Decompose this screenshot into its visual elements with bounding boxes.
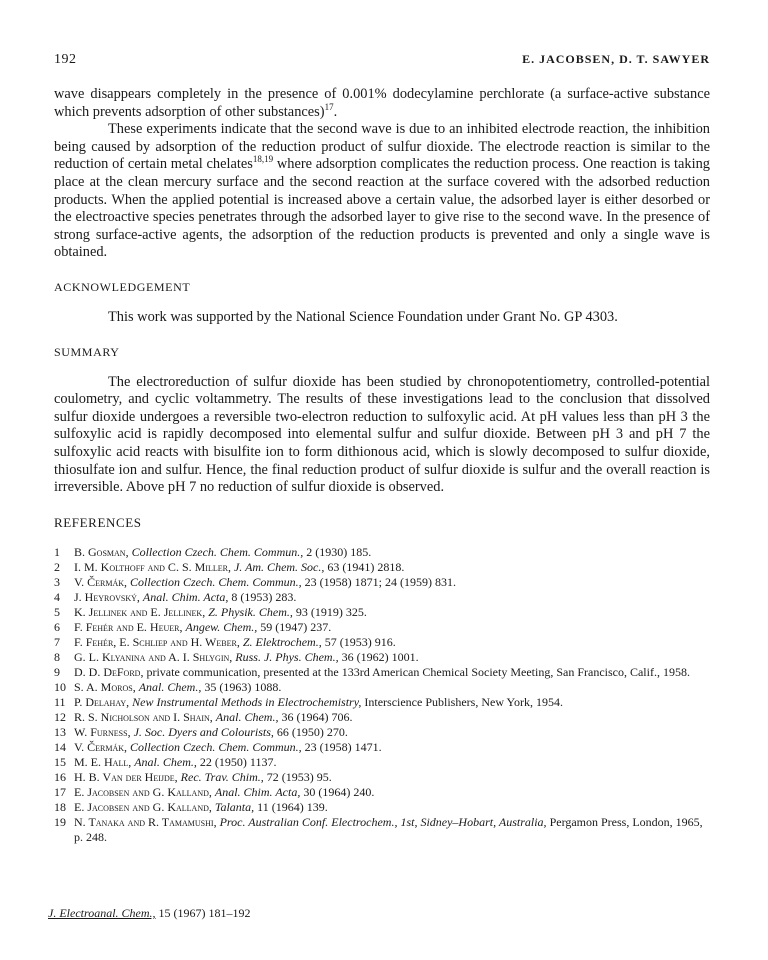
reference-item [54,635,710,650]
reference-item [54,785,710,800]
reference-details: 35 (1963) 1088. [201,679,282,694]
reference-number: 19 [54,814,66,829]
citation-sup: 17 [324,101,334,112]
reference-details: 66 (1950) 270. [273,724,348,739]
page-header [54,52,710,68]
reference-details: private communication, presented at the 133rd American Chemical Society Meeting, San Francisco, Calif., 1958. [146,664,690,679]
reference-details: Pergamon Press, London, 1965, p. 248. [74,814,703,844]
reference-text [74,620,710,635]
reference-item [54,710,710,725]
reference-details: 22 (1950) 1137. [196,754,277,769]
reference-item [54,740,710,755]
reference-journal: Z. Elektrochem., [242,634,322,649]
reference-list [54,545,710,845]
reference-details: 36 (1964) 706. [278,709,353,724]
reference-journal: Rec. Trav. Chim., [180,769,264,784]
reference-text [74,770,710,785]
reference-journal: Anal. Chim. Acta, [214,784,301,799]
reference-authors: D. D. DeFord, [74,664,144,679]
reference-authors: R. S. Nicholson and I. Shain, [74,709,213,724]
acknowledgement-heading: ACKNOWLEDGEMENT [54,279,191,294]
reference-journal: J. Am. Chem. Soc., [233,559,325,574]
reference-item [54,620,710,635]
reference-journal: Z. Physik. Chem., [208,604,293,619]
reference-details: 11 (1964) 139. [254,799,328,814]
reference-number: 10 [54,679,66,694]
references-heading: REFERENCES [54,514,142,530]
reference-authors: G. L. Klyanina and A. I. Shlygin, [74,649,233,664]
reference-number: 13 [54,724,66,739]
footer-citation: 15 (1967) 181–192 [155,906,251,920]
reference-item [54,770,710,785]
reference-details: 63 (1941) 2818. [324,559,405,574]
page [54,52,710,845]
reference-authors: F. Fehér and E. Heuer, [74,619,183,634]
reference-authors: I. M. Kolthoff and C. S. Miller, [74,559,231,574]
reference-item [54,680,710,695]
reference-authors: V. Čermák, [74,739,128,754]
reference-number: 8 [54,649,60,664]
citation-sup: 18,19 [252,154,274,165]
reference-item [54,755,710,770]
reference-journal: Collection Czech. Chem. Commun., [131,544,304,559]
reference-text [74,575,710,590]
reference-journal: Proc. Australian Conf. Electrochem., 1st, Sidney–Hobart, Australia, [219,814,547,829]
reference-journal: Anal. Chem., [138,679,202,694]
reference-journal: J. Soc. Dyers and Colourists, [133,724,274,739]
reference-item [54,650,710,665]
reference-authors: B. Gosman, [74,544,129,559]
intro-text-3: where adsorption complicates the reduction process. One reaction is taking place at the clean mercury surface and the second reaction at the surface covered with the adsorbed reduction products. When the applied potential is increased above a certain value, the adsorbed layer is either desorbed or the electroactive species penetrates through the adsorbed layer to give rise to the second wave. In the presence of strong surface-active agents, the adsorption of the reduction products is prevented and only a single wave is obtained. [54,156,710,261]
summary-text: The electroreduction of sulfur dioxide has been studied by chronopotentiometry, controlled-potential coulometry, and cyclic voltammetry. The results of these investigations lead to the conclusion that dissolved sulfur dioxide undergoes a reversible two-electron reduction to sulfoxylic acid. At pH values less than pH 3 the sulfoxylic acid is rapidly decomposed into elemental sulfur and sulfur dioxide. Between pH 3 and pH 7 the sulfoxylic acid reacts with bisulfite ion to form dithionous acid, which is slowly decomposed to sulfur dioxide, thiosulfate ion and sulfur. Hence, the final reduction product of sulfur dioxide is sulfur and the overall reaction is irreversible. Above pH 7 no reduction of sulfur dioxide is observed. [54,373,710,496]
running-head: E. JACOBSEN, D. T. SAWYER [522,52,710,66]
reference-text [74,800,710,815]
reference-text [74,590,710,605]
reference-details: 2 (1930) 185. [303,544,372,559]
summary-heading: SUMMARY [54,344,120,359]
reference-journal: Anal. Chem., [134,754,197,769]
reference-text [74,650,710,665]
reference-item [54,725,710,740]
reference-journal: Russ. J. Phys. Chem., [235,649,339,664]
reference-text [74,545,710,560]
page-number: 192 [54,52,77,67]
reference-journal: Angew. Chem., [185,619,258,634]
reference-number: 1 [54,544,60,559]
reference-number: 17 [54,784,66,799]
reference-authors: V. Čermák, [74,574,128,589]
page-footer [48,906,251,921]
reference-details: 72 (1953) 95. [263,769,332,784]
intro-paragraph-1: wave disappears completely in the presence of 0.001% dodecylamine perchlorate (a surface-active substance which prevents adsorption of other substances)$^{17}$. [54,86,710,120]
reference-text [74,635,710,650]
reference-authors: F. Fehér, E. Schliep and H. Weber, [74,634,240,649]
reference-number: 7 [54,634,60,649]
reference-number: 12 [54,709,66,724]
reference-number: 4 [54,589,60,604]
reference-details: 57 (1953) 916. [321,634,396,649]
reference-details: 93 (1919) 325. [292,604,367,619]
reference-authors: M. E. Hall, [74,754,132,769]
reference-journal: New Instrumental Methods in Electrochemistry, [132,694,362,709]
reference-authors: K. Jellinek and E. Jellinek, [74,604,206,619]
reference-details: 23 (1958) 1871; 24 (1959) 831. [301,574,456,589]
reference-details: 23 (1958) 1471. [301,739,382,754]
reference-item [54,590,710,605]
reference-item [54,800,710,815]
reference-authors: S. A. Moros, [74,679,136,694]
reference-authors: P. Delahay, [74,694,130,709]
reference-journal: Collection Czech. Chem. Commun., [130,739,302,754]
reference-journal: Anal. Chem., [215,709,279,724]
reference-details: 59 (1947) 237. [257,619,332,634]
reference-number: 15 [54,754,66,769]
reference-authors: W. Furness, [74,724,131,739]
reference-number: 6 [54,619,60,634]
reference-number: 18 [54,799,66,814]
reference-authors: E. Jacobsen and G. Kalland, [74,799,212,814]
intro-text-2: These experiments indicate that the second wave is due to an inhibited electrode reaction, the inhibition being caused by adsorption of the reduction product of sulfur dioxide. The electrode reaction is similar to the reduction of certain metal chelates [54,121,710,173]
reference-text [74,680,710,695]
reference-item [54,575,710,590]
reference-details: 36 (1962) 1001. [338,649,419,664]
reference-number: 16 [54,769,66,784]
reference-text [74,785,710,800]
footer-journal: J. Electroanal. Chem., [48,906,156,920]
acknowledgement-text: This work was supported by the National Science Foundation under Grant No. GP 4303. [108,308,618,325]
reference-text [74,815,710,845]
reference-number: 2 [54,559,60,574]
reference-details: 30 (1964) 240. [300,784,375,799]
reference-authors: H. B. Van der Heijde, [74,769,178,784]
reference-journal: Talanta, [214,799,255,814]
intro-text-1: wave disappears completely in the presence of 0.001% dodecylamine perchlorate (a surface-active substance which prevents adsorption of other substances) [54,86,710,120]
reference-text [74,560,710,575]
reference-text [74,695,710,710]
reference-item [54,545,710,560]
reference-number: 3 [54,574,60,589]
reference-authors: J. Heyrovský, [74,589,140,604]
reference-item [54,695,710,710]
intro-paragraph-2 [54,121,710,262]
reference-text [74,710,710,725]
reference-text [74,725,710,740]
reference-number: 14 [54,739,66,754]
reference-item [54,815,710,845]
reference-text [74,740,710,755]
reference-text [74,665,710,680]
reference-details: Interscience Publishers, New York, 1954. [361,694,564,709]
reference-text [74,755,710,770]
reference-authors: N. Tanaka and R. Tamamushi, [74,814,217,829]
reference-details: 8 (1953) 283. [228,589,297,604]
reference-number: 9 [54,664,60,679]
reference-number: 11 [54,694,66,709]
reference-authors: E. Jacobsen and G. Kalland, [74,784,212,799]
reference-item [54,605,710,620]
reference-item [54,560,710,575]
reference-journal: Collection Czech. Chem. Commun., [130,574,302,589]
reference-number: 5 [54,604,60,619]
reference-item [54,665,710,680]
reference-text [74,605,710,620]
reference-journal: Anal. Chim. Acta, [142,589,229,604]
